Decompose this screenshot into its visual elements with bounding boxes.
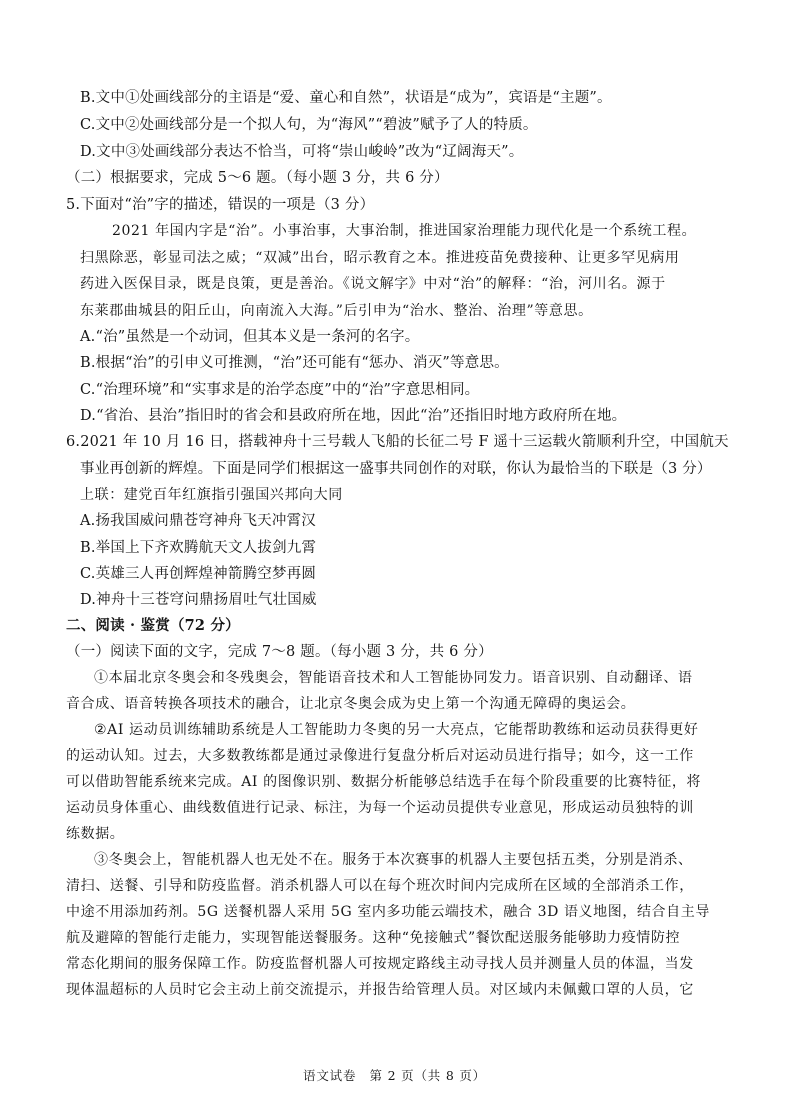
q5-passage-line: 东莱郡曲城县的阳丘山，向南流入大海。”后引申为“治水、整治、治理”等意思。 [80,303,593,319]
q5-option-b: B.根据“治”的引申义可推测，“治”还可能有“惩办、消灭”等意思。 [80,355,509,371]
passage-paragraph-line: ①本届北京冬奥会和冬残奥会，智能语音技术和人工智能协同发力。语音识别、自动翻译、语 [94,670,693,686]
passage-paragraph-line: 航及避障的智能行走能力，实现智能送餐服务。这种“免接触式”餐饮配送服务能够助力疫情防控 [66,930,681,946]
section-heading: （二）根据要求，完成 5～6 题。（每小题 3 分，共 6 分） [66,170,449,186]
q6-option-a: A.扬我国威问鼎苍穹神舟飞天冲霄汉 [80,513,316,529]
q4-option-b: B.文中①处画线部分的主语是“爱、童心和自然”，状语是“成为”，宾语是“主题”。 [80,90,612,106]
q6-stem-continued: 事业再创新的辉煌。下面是同学们根据这一盛事共同创作的对联，你认为最恰当的下联是（3 分） [80,461,712,477]
passage-paragraph-line: 运动员身体重心、曲线数值进行记录、标注，为每一个运动员提供专业意见，形成运动员独特的训 [66,800,694,816]
q5-option-c: C.“治理环境”和“实事求是的治学态度”中的“治”字意思相同。 [80,382,480,398]
q6-option-d: D.神舟十三苍穹问鼎扬眉吐气壮国威 [80,592,317,608]
passage-paragraph-line: 可以借助智能系统来完成。AI 的图像识别、数据分析能够总结选手在每个阶段重要的比赛特征，将 [66,774,702,790]
q6-option-b: B.举国上下齐欢腾航天文人拔剑九霄 [80,540,317,556]
q5-passage-line: 扫黑除恶，彰显司法之威；“双减”出台，昭示教育之本。推进疫苗免费接种、让更多罕见病用 [80,250,680,266]
passage-paragraph-line: ②AI 运动员训练辅助系统是人工智能助力冬奥的另一大亮点，它能帮助教练和运动员获得更好 [94,722,699,738]
reading-sub-heading: （一）阅读下面的文字，完成 7～8 题。（每小题 3 分，共 6 分） [66,644,493,660]
q6-couplet-first-line: 上联：建党百年红旗指引强国兴邦向大同 [80,487,343,503]
q5-stem: 5.下面对“治”字的描述，错误的一项是（3 分） [66,197,375,213]
passage-paragraph-line: 现体温超标的人员时它会主动上前交流提示，并报告给管理人员。对区域内未佩戴口罩的人员，它 [66,982,694,998]
passage-paragraph-line: ③冬奥会上，智能机器人也无处不在。服务于本次赛事的机器人主要包括五类，分别是消杀、 [94,852,693,868]
q5-option-a: A.“治”虽然是一个动词，但其本义是一条河的名字。 [80,329,420,345]
passage-paragraph-line: 清扫、送餐、引导和防疫监督。消杀机器人可以在每个班次时间内完成所在区域的全部消杀工作， [66,878,694,894]
passage-paragraph-line: 练数据。 [66,826,125,842]
q5-option-d: D.“省治、县治”指旧时的省会和县政府所在地，因此“治”还指旧时地方政府所在地。 [80,408,627,424]
q5-passage-line: 2021 年国内字是“治”。小事治事，大事治制，推进国家治理能力现代化是一个系统工程。 [112,223,697,239]
q4-option-c: C.文中②处画线部分是一个拟人句，为“海风”“碧波”赋予了人的特质。 [80,117,538,133]
passage-paragraph-line: 的运动认知。过去，大多数教练都是通过录像进行复盘分析后对运动员进行指导；如今，这一工作 [66,748,694,764]
q6-option-c: C.英雄三人再创辉煌神箭腾空梦再圆 [80,566,317,582]
part-heading: 二、阅读 · 鉴赏（72 分） [66,617,240,634]
passage-paragraph-line: 音合成、语音转换各项技术的融合，让北京冬奥会成为史上第一个沟通无障碍的奥运会。 [66,696,636,712]
passage-paragraph-line: 中途不用添加药剂。5G 送餐机器人采用 5G 室内多功能云端技术，融合 3D 语义地图，结合自主导 [66,904,710,920]
passage-paragraph-line: 常态化期间的服务保障工作。防疫监督机器人可按规定路线主动寻找人员并测量人员的体温，当发 [66,956,694,972]
q6-stem: 6.2021 年 10 月 16 日，搭载神舟十三号载人飞船的长征二号 F 遥十三运载火箭顺利升空，中国航天 [66,434,729,450]
q4-option-d: D.文中③处画线部分表达不恰当，可将“崇山峻岭”改为“辽阔海天”。 [80,144,524,160]
q5-passage-line: 药进入医保目录，既是良策，更是善治。《说文解字》中对“治”的解释：“治，河川名。源于 [80,276,666,292]
page-footer: 语文试卷 第 2 页（共 8 页） [303,1068,486,1083]
